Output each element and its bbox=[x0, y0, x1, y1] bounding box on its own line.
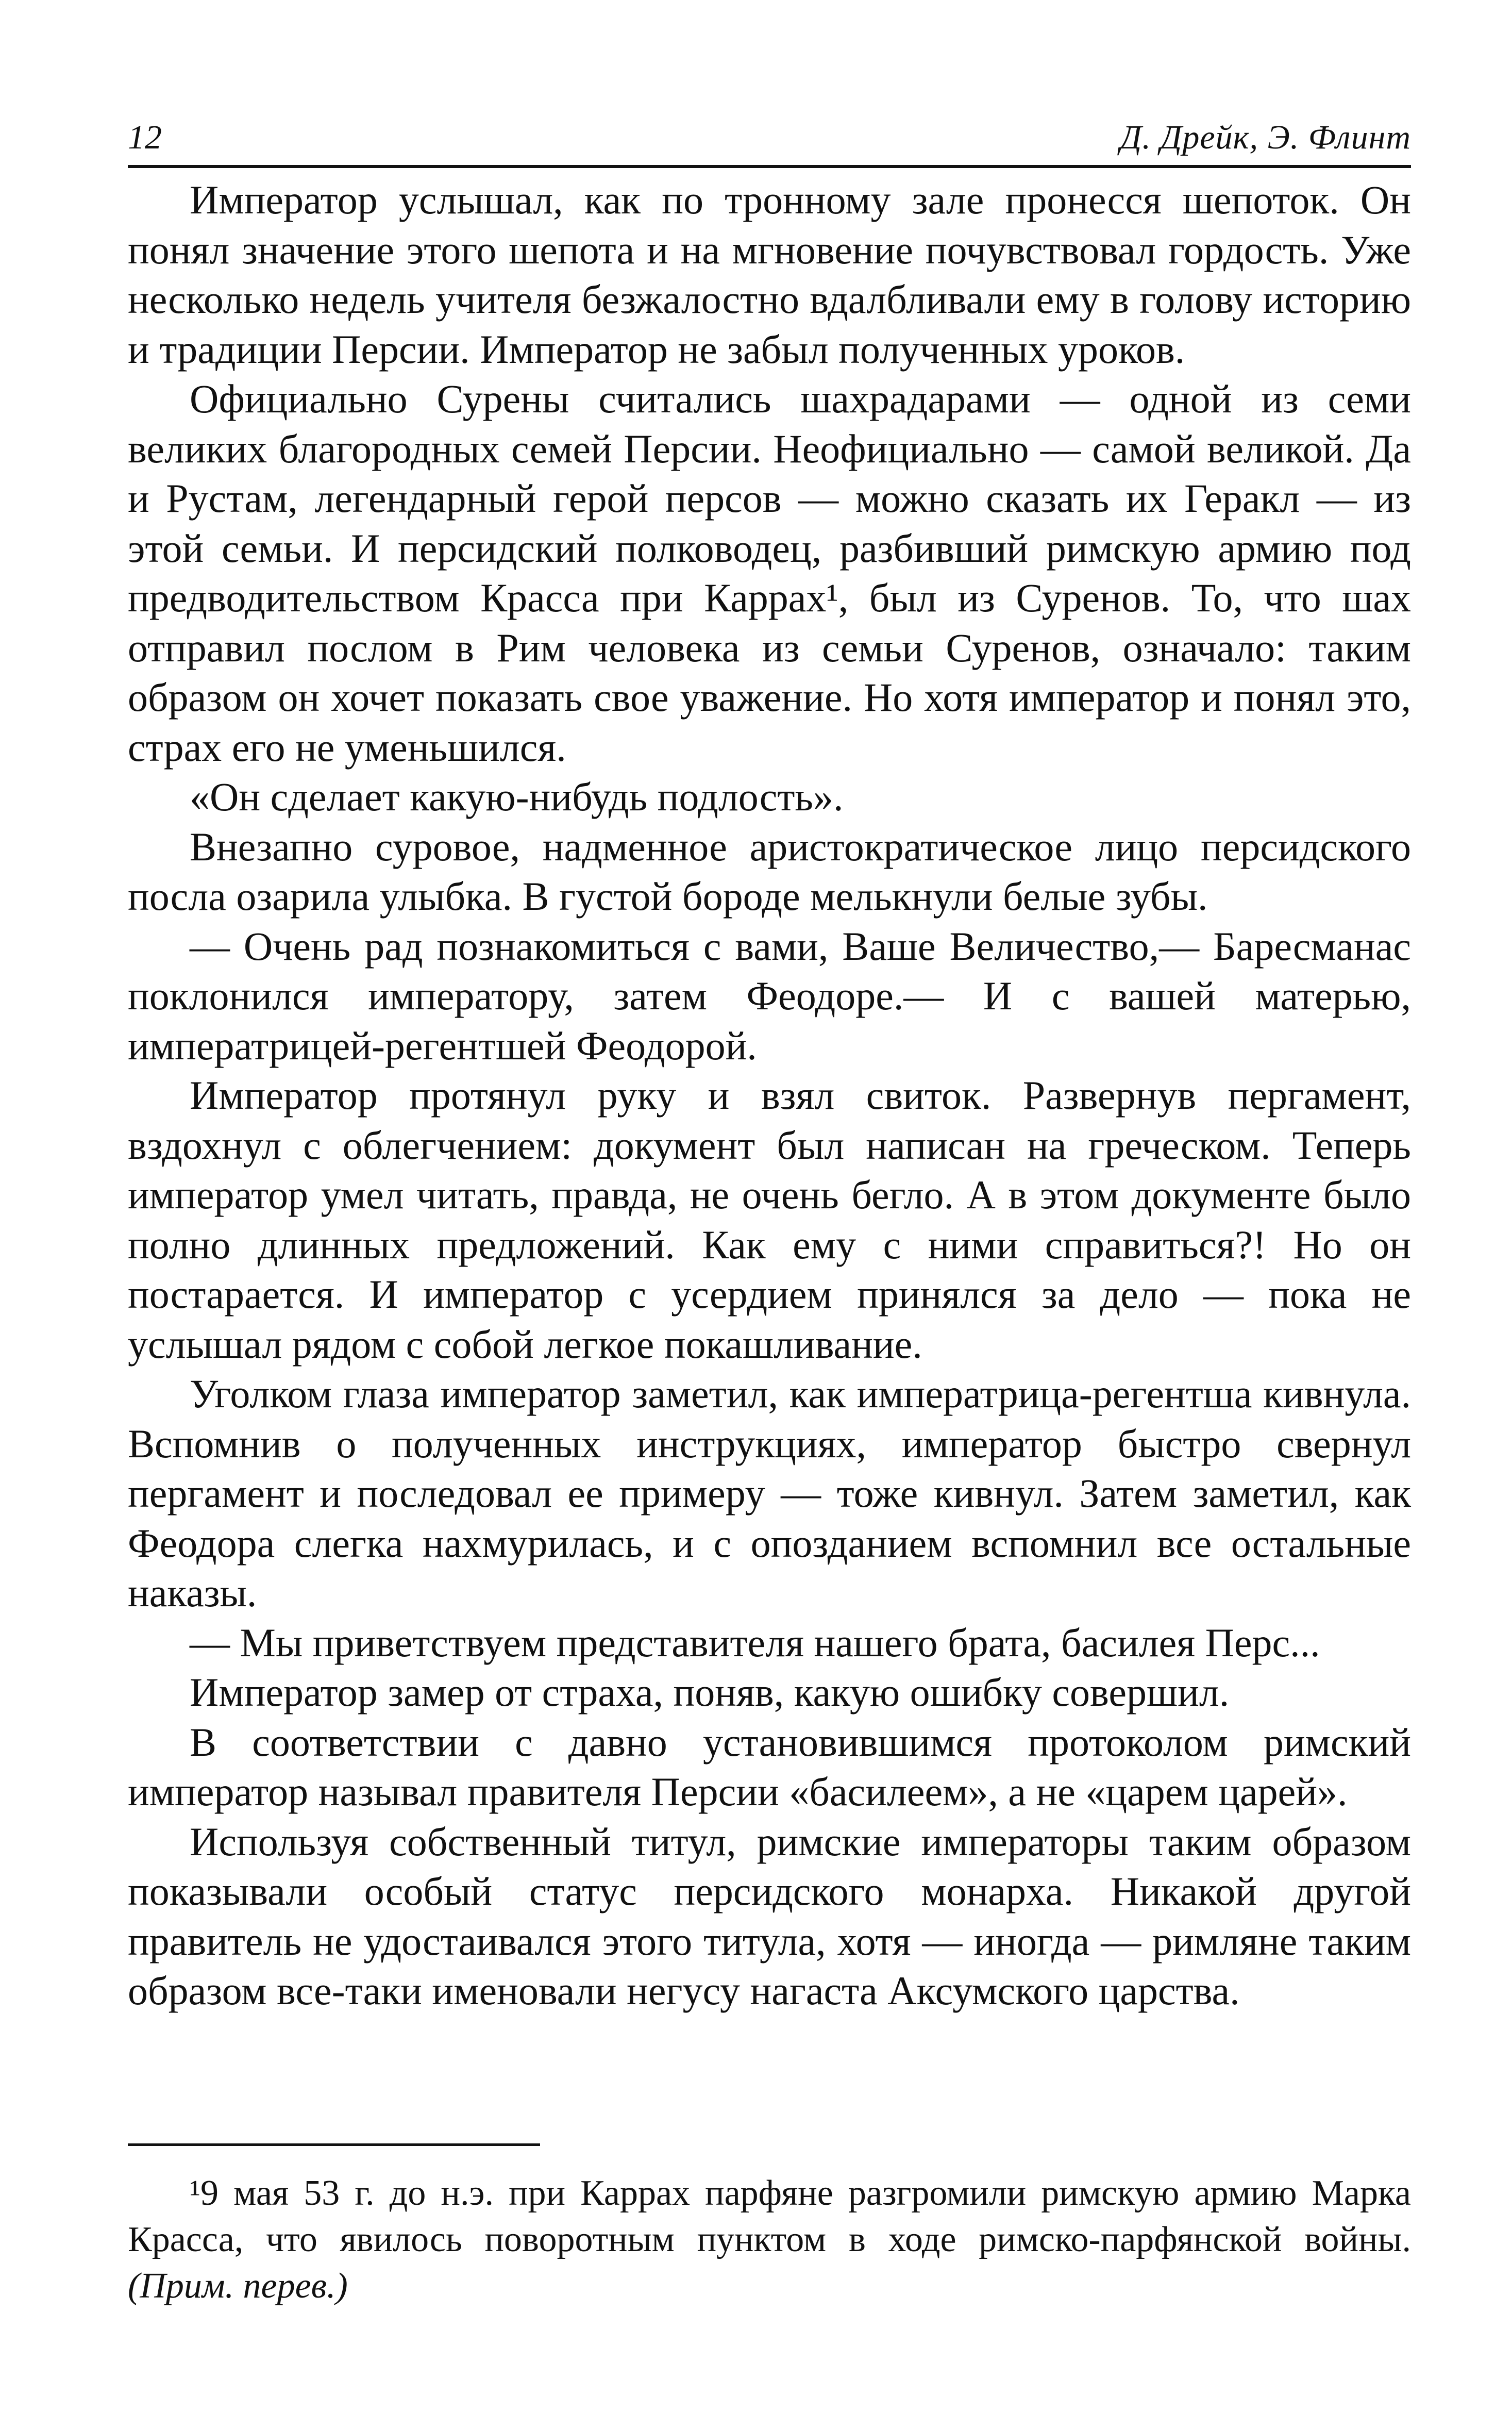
footnote bbox=[128, 2170, 1411, 2309]
header-rule bbox=[128, 165, 1411, 168]
running-head: Д. Дрейк, Э. Флинт bbox=[1120, 119, 1411, 156]
footnote-rule bbox=[128, 2143, 540, 2146]
paragraph: В соответствии с давно установившимся протоколом римский император называл правителя Персии «басилеем», а не «царем царей». bbox=[128, 1719, 1411, 1814]
paragraph: Император услышал, как по тронному зале пронесся шепоток. Он понял значение этого шепота и на мгновение почувствовал гордость. Уже несколько недель учителя безжалостно вдалбливали ему в голову историю и традиции Персии. Император не забыл полученных уроков. bbox=[128, 177, 1411, 372]
paragraph: Используя собственный титул, римские императоры таким образом показывали особый статус персидского монарха. Никакой другой правитель не удостаивался этого титула, хотя — иногда — римляне таким образом все-таки именовали негусу нагаста Аксумского царства. bbox=[128, 1819, 1411, 2013]
paragraph: — Мы приветствуем представителя нашего брата, басилея Перс... bbox=[190, 1620, 1320, 1665]
paragraph: — Очень рад познакомиться с вами, Ваше Величество,— Бaресманас поклонился императору, затем Феодоре.— И с вашей матерью, императрицей-регентшей Феодорой. bbox=[128, 923, 1411, 1068]
paragraph: Император замер от страха, поняв, какую ошибку совершил. bbox=[190, 1670, 1230, 1715]
paragraph: Уголком глаза император заметил, как императрица-регентша кивнула. Вспомнив о полученных инструкциях, император быстро свернул пергамент и последовал ее примеру — тоже кивнул. Затем заметил, как Феодора слегка нахмурилась, и с опозданием вспомнил все остальные наказы. bbox=[128, 1371, 1411, 1615]
page-header bbox=[128, 114, 1411, 161]
body-text bbox=[128, 175, 1411, 2016]
paragraph: Внезапно суровое, надменное аристократическое лицо персидского посла озарила улыбка. В густой бороде мелькнули белые зубы. bbox=[128, 824, 1411, 919]
page-number: 12 bbox=[128, 119, 162, 156]
paragraph: «Он сделает какую-нибудь подлость». bbox=[190, 774, 844, 819]
footnote-text: ¹9 мая 53 г. до н.э. при Каррах парфяне разгромили римскую армию Марка Красса, что явилось поворотным пунктом в ходе римско-парфянской войны. bbox=[128, 2173, 1411, 2259]
paragraph: Император протянул руку и взял свиток. Развернув пергамент, вздохнул с облегчением: документ был написан на греческом. Теперь император умел читать, правда, не очень бегло. А в этом документе было полно длинных предложений. Как ему с ними справиться?! Но он постарается. И император с усердием принялся за дело — пока не услышал рядом с собой легкое покашливание. bbox=[128, 1073, 1411, 1367]
paragraph: Официально Сурены считались шахрадарами — одной из семи великих благородных семей Персии. Неофициально — самой великой. Да и Рустам, легендарный герой персов — можно сказать их Геракл — из этой семьи. И персидский полководец, разбивший римскую армию под предводительством Красса при Каррах¹, был из Суренов. То, что шах отправил послом в Рим человека из семьи Суренов, означало: таким образом он хочет показать свое уважение. Но хотя император и понял это, страх его не уменьшился. bbox=[128, 376, 1411, 770]
translator-note: (Прим. перев.) bbox=[128, 2266, 348, 2306]
